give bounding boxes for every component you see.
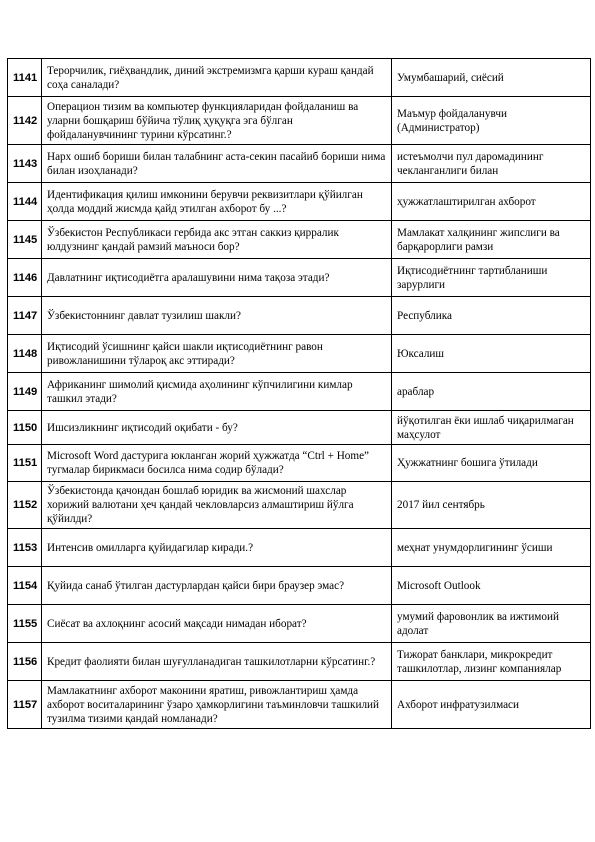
table-row xyxy=(8,373,591,411)
question-text: Ўзбекистоннинг давлат тузилиш шакли? xyxy=(42,297,392,335)
question-text: Иқтисодий ўсишнинг қайси шакли иқтисодиётнинг равон ривожланишини тўлароқ акс эттиради? xyxy=(42,335,392,373)
answer-text: истеъмолчи пул даромадининг чекланганлиги билан xyxy=(392,145,591,183)
answer-text: Ҳужжатнинг бошига ўтилади xyxy=(392,445,591,482)
answer-text: Юксалиш xyxy=(392,335,591,373)
answer-text: Маъмур фойдаланувчи (Администратор) xyxy=(392,97,591,145)
question-number: 1148 xyxy=(8,335,42,373)
table-row xyxy=(8,183,591,221)
question-text: Ўзбекистонда қачондан бошлаб юридик ва жисмоний шахслар хорижий валютани ҳеч қандай чекловларсиз алмаштириш йўлга қўйилди? xyxy=(42,482,392,529)
question-number: 1154 xyxy=(8,567,42,605)
answer-text: Тижорат банклари, микрокредит ташкилотлар, лизинг компаниялар xyxy=(392,643,591,681)
table-row xyxy=(8,529,591,567)
question-number: 1149 xyxy=(8,373,42,411)
question-number: 1143 xyxy=(8,145,42,183)
question-number: 1152 xyxy=(8,482,42,529)
question-text: Идентификация қилиш имконини берувчи реквизитлари қўйилган ҳолда моддий жисмда қайд этилган ахборот бу ...? xyxy=(42,183,392,221)
question-number: 1145 xyxy=(8,221,42,259)
table-row xyxy=(8,482,591,529)
question-text: Давлатнинг иқтисодиётга аралашувини нима тақоза этади? xyxy=(42,259,392,297)
question-number: 1153 xyxy=(8,529,42,567)
table-row xyxy=(8,681,591,729)
question-text: Сиёсат ва ахлоқнинг асосий мақсади нимадан иборат? xyxy=(42,605,392,643)
question-text: Интенсив омилларга қуйидагилар киради.? xyxy=(42,529,392,567)
question-text: Операцион тизим ва компьютер функцияларидан фойдаланиш ва уларни бошқариш бўйича тўлиқ ҳуқуқга эга бўлган фойдаланувчининг турини кўрсатинг.? xyxy=(42,97,392,145)
question-text: Microsoft Word дастурига юкланган жорий ҳужжатда “Ctrl + Home” тугмалар бирикмаси босилса нима содир бўлади? xyxy=(42,445,392,482)
table-row xyxy=(8,567,591,605)
question-number: 1146 xyxy=(8,259,42,297)
table-row xyxy=(8,59,591,97)
table-row xyxy=(8,643,591,681)
answer-text: ҳужжатлаштирилган ахборот xyxy=(392,183,591,221)
answer-text: Иқтисодиётнинг тартибланиши зарурлиги xyxy=(392,259,591,297)
table-row xyxy=(8,335,591,373)
question-text: Нарх ошиб бориши билан талабнинг аста-секин пасайиб бориши нима билан изоҳланади? xyxy=(42,145,392,183)
answer-text: Мамлакат халқининг жипслиги ва барқарорлиги рамзи xyxy=(392,221,591,259)
answer-text: араблар xyxy=(392,373,591,411)
answer-text: йўқотилган ёки ишлаб чиқарилмаган маҳсулот xyxy=(392,411,591,445)
question-number: 1141 xyxy=(8,59,42,97)
question-text: Қуйида санаб ўтилган дастурлардан қайси бири браузер эмас? xyxy=(42,567,392,605)
table-row xyxy=(8,445,591,482)
question-text: Ўзбекистон Республикаси гербида акс этган саккиз қирралик юлдузнинг қандай рамзий маъноси бор? xyxy=(42,221,392,259)
question-text: Ишсизликнинг иқтисодий оқибати - бу? xyxy=(42,411,392,445)
answer-text: 2017 йил сентябрь xyxy=(392,482,591,529)
table-row xyxy=(8,259,591,297)
answer-text: Ахборот инфратузилмаси xyxy=(392,681,591,729)
questions-table xyxy=(7,58,591,729)
answer-text: Умумбашарий, сиёсий xyxy=(392,59,591,97)
question-number: 1147 xyxy=(8,297,42,335)
question-text: Мамлакатнинг ахборот маконини яратиш, ривожлантириш ҳамда ахборот воситаларининг ўзаро ҳамкорлигини таъминловчи ташкилий тузилма тизими қандай номланади? xyxy=(42,681,392,729)
question-number: 1157 xyxy=(8,681,42,729)
question-number: 1150 xyxy=(8,411,42,445)
answer-text: умумий фаровонлик ва ижтимоий адолат xyxy=(392,605,591,643)
question-number: 1151 xyxy=(8,445,42,482)
table-row xyxy=(8,605,591,643)
question-text: Терорчилик, гиёҳвандлик, диний экстремизмга қарши кураш қандай соҳа саналади? xyxy=(42,59,392,97)
answer-text: Microsoft Outlook xyxy=(392,567,591,605)
question-text: Кредит фаолияти билан шуғулланадиган ташкилотларни кўрсатинг.? xyxy=(42,643,392,681)
table-row xyxy=(8,411,591,445)
table-row xyxy=(8,145,591,183)
answer-text: меҳнат унумдорлигининг ўсиши xyxy=(392,529,591,567)
table-row xyxy=(8,297,591,335)
questions-table-body xyxy=(8,59,591,729)
table-row xyxy=(8,221,591,259)
question-text: Африканинг шимолий қисмида аҳолининг кўпчилигини кимлар ташкил этади? xyxy=(42,373,392,411)
table-row xyxy=(8,97,591,145)
question-number: 1142 xyxy=(8,97,42,145)
answer-text: Республика xyxy=(392,297,591,335)
question-number: 1144 xyxy=(8,183,42,221)
question-number: 1156 xyxy=(8,643,42,681)
question-number: 1155 xyxy=(8,605,42,643)
